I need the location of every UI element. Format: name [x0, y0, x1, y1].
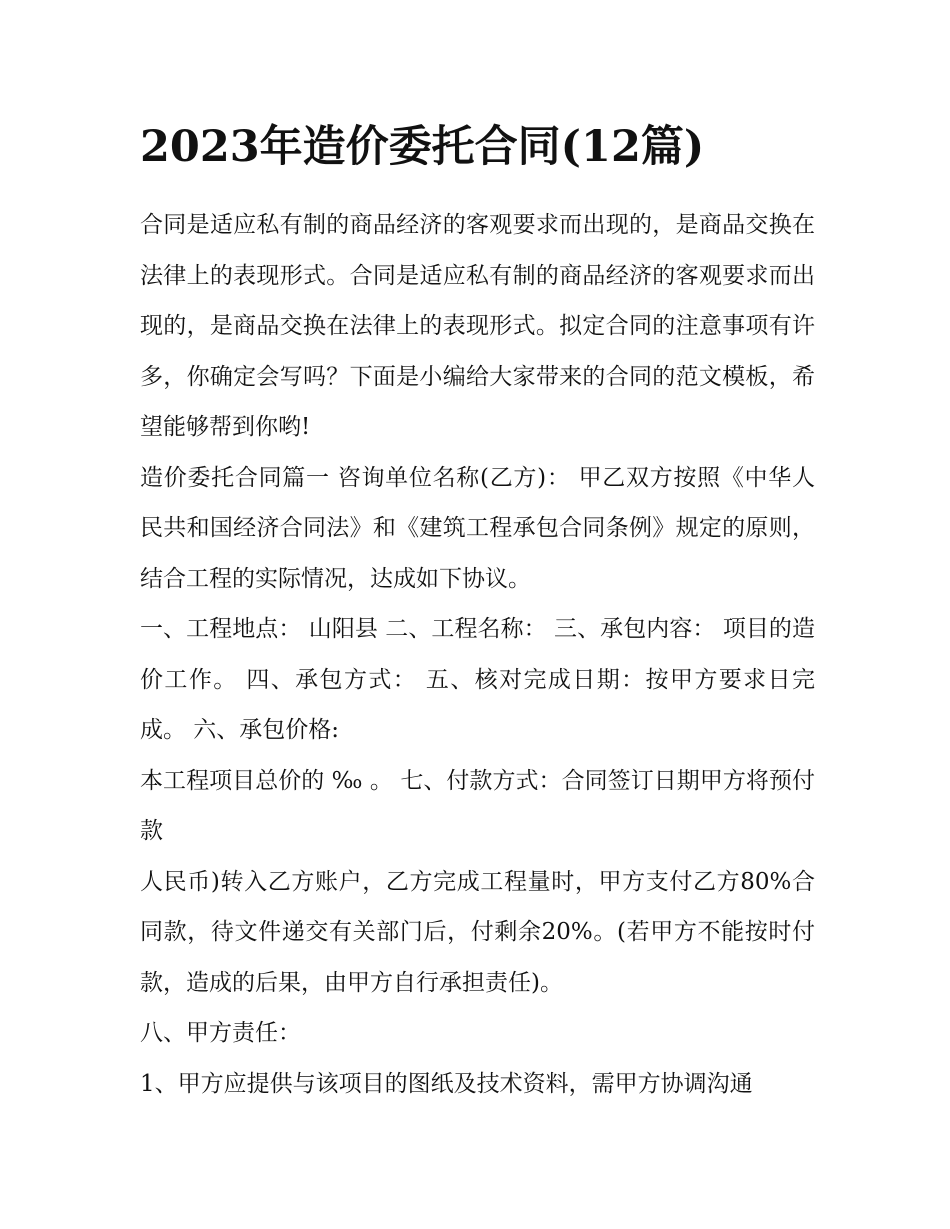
paragraph-project-details: 一、工程地点： 山阳县 二、工程名称： 三、承包内容： 项目的造价工作。 四、承包方式： 五、核对完成日期：按甲方要求日完成。 六、承包价格: — [140, 616, 815, 743]
paragraph-payment: 人民币)转入乙方账户，乙方完成工程量时，甲方支付乙方80%合同款，待文件递交有关部门后，付剩余20%。(若甲方不能按时付款，造成的后果，由甲方自行承担责任)。 — [140, 868, 815, 996]
paragraph-party-a-heading: 八、甲方责任： — [140, 1020, 301, 1046]
paragraph-total-price: 本工程项目总价的 ‰ 。 七、付款方式：合同签订日期甲方将预付款 — [140, 767, 815, 844]
paragraph-contract-one: 造价委托合同篇一 咨询单位名称(乙方)： 甲乙双方按照《中华人民共和国经济合同法》和《建筑工程承包合同条例》规定的原则，结合工程的实际情况，达成如下协议。 — [140, 464, 815, 592]
paragraph-intro: 合同是适应私有制的商品经济的客观要求而出现的，是商品交换在法律上的表现形式。合同是适应私有制的商品经济的客观要求而出现的，是商品交换在法律上的表现形式。拟定合同的注意事项有许多，你确定会写吗？下面是小编给大家带来的合同的范文模板，希望能够帮到你哟! — [140, 212, 815, 440]
document-page — [140, 112, 815, 1109]
document-title: 2023年造价委托合同(12篇) — [140, 122, 705, 172]
paragraph-party-a-item-1: 1、甲方应提供与该项目的图纸及技术资料，需甲方协调沟通 — [140, 1070, 753, 1097]
